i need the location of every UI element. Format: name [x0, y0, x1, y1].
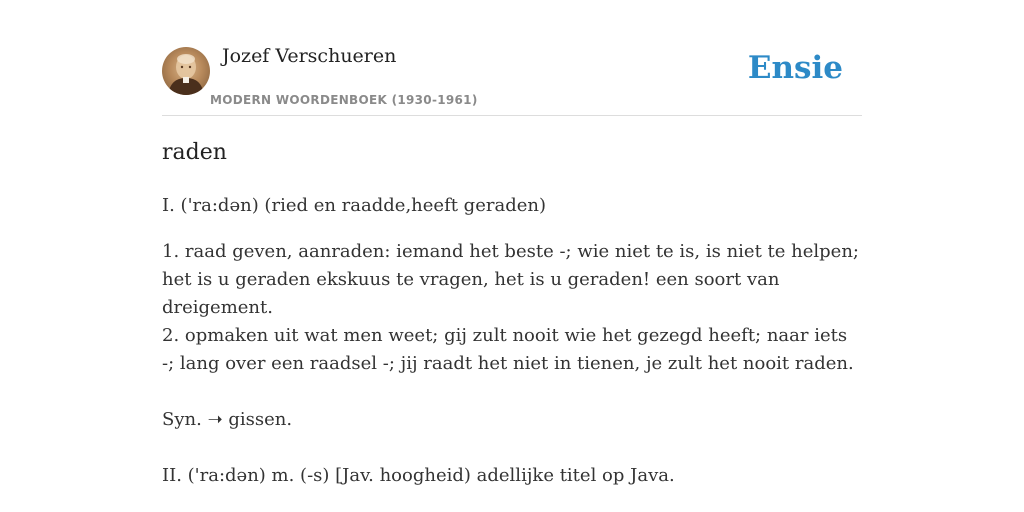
header-divider: [162, 115, 862, 116]
synonym-line: [162, 406, 862, 434]
entry-header: I. ('ra:dən) (ried en raadde,heeft geraden): [162, 195, 546, 216]
sense-2-entry: II. ('ra:dən) m. (-s) [Jav. hoogheid) adellijke titel op Java.: [162, 465, 675, 486]
sense-2: 2. opmaken uit wat men weet; gij zult nooit wie het gezegd heeft; naar iets -; lang over een raadsel -; jij raadt het niet in tienen, je zult het nooit raden.: [162, 325, 854, 374]
entry-title: raden: [162, 140, 227, 165]
portrait-image: [162, 47, 210, 95]
synonym-label: Syn.: [162, 409, 202, 430]
entry-body: [162, 192, 862, 490]
synonym-link[interactable]: gissen: [228, 409, 287, 430]
entry-card: [162, 0, 862, 512]
dictionary-source[interactable]: MODERN WOORDENBOEK (1930-1961): [210, 93, 478, 107]
ensie-logo[interactable]: Ensie: [747, 50, 843, 86]
arrow-right-icon: ➝: [207, 409, 223, 430]
sense-1: 1. raad geven, aanraden: iemand het beste -; wie niet te is, is niet te helpen; het is u geraden ekskuus te vragen, het is u geraden! een soort van dreigement.: [162, 241, 859, 318]
author-name[interactable]: Jozef Verschueren: [222, 45, 397, 67]
author-avatar[interactable]: [162, 47, 210, 95]
spacer: [162, 378, 862, 406]
synonym-period: .: [286, 409, 293, 430]
spacer: [162, 434, 862, 462]
